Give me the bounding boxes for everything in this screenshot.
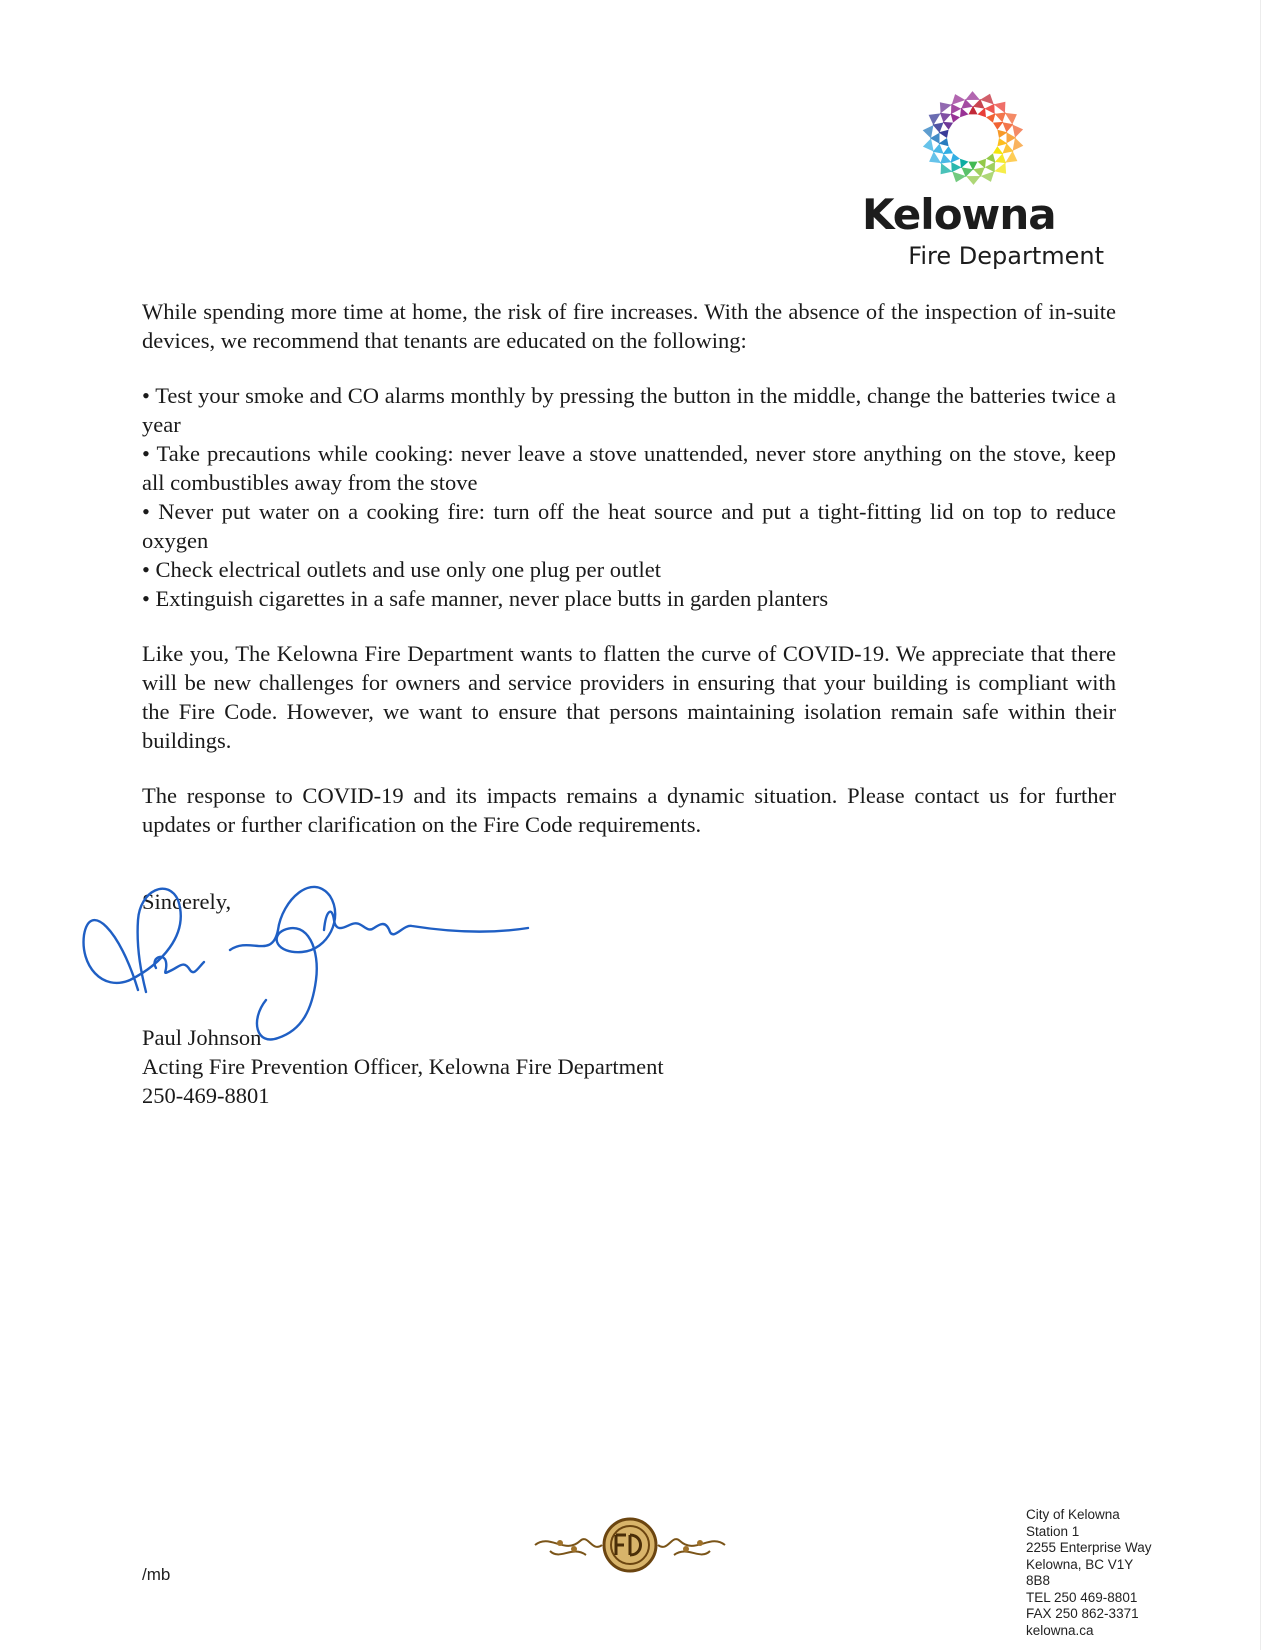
- logo-triangle: [940, 154, 951, 164]
- logo-triangle: [923, 138, 934, 151]
- logo-triangle: [941, 163, 953, 174]
- kelowna-sun-icon: [920, 88, 1026, 188]
- logo-triangle: [978, 159, 987, 169]
- logo-triangle: [993, 146, 1003, 154]
- logo-triangle: [923, 125, 934, 138]
- logo-triangle: [1013, 138, 1024, 151]
- logo-triangle: [951, 113, 961, 122]
- logo-triangle: [985, 162, 995, 172]
- footer-address: [1026, 1507, 1152, 1639]
- logo-triangle: [952, 94, 966, 105]
- list-item: • Check electrical outlets and use only one plug per outlet: [142, 557, 661, 582]
- list-item: • Never put water on a cooking fire: turn off the heat source and put a tight-fitting lid on top to reduce oxygen: [142, 499, 1116, 553]
- signer-name: Paul Johnson: [142, 1025, 262, 1050]
- kfd-crest-icon: [530, 1515, 730, 1575]
- list-item: • Extinguish cigarettes in a safe manner, never place butts in garden planters: [142, 586, 829, 611]
- address-line: Kelowna, BC V1Y: [1026, 1556, 1134, 1572]
- logo-triangle: [1005, 113, 1017, 125]
- logo-triangle: [980, 94, 994, 105]
- signer-title: Acting Fire Prevention Officer, Kelowna Fire Department: [142, 1054, 664, 1079]
- address-line: 2255 Enterprise Way: [1026, 1540, 1152, 1555]
- address-line: FAX 250 862-3371: [1026, 1606, 1139, 1621]
- logo-triangle: [985, 104, 995, 114]
- logo-triangle: [986, 153, 996, 162]
- logo-triangle: [966, 176, 981, 185]
- signature-block: [142, 1023, 664, 1110]
- logo-triangle: [951, 104, 961, 114]
- signer-phone: 250-469-8801: [142, 1083, 270, 1108]
- contact-paragraph: The response to COVID-19 and its impacts remains a dynamic situation. Please contact us for further updates or further clarification on the Fire Code requirements.: [142, 783, 1116, 837]
- page-edge-line: [1260, 0, 1261, 1650]
- logo-triangle: [994, 163, 1006, 174]
- logo-triangle: [993, 122, 1003, 130]
- address-line: Station 1: [1026, 1523, 1080, 1539]
- closing-salutation: Sincerely,: [142, 889, 232, 914]
- address-line: kelowna.ca: [1026, 1622, 1094, 1638]
- logo-triangle: [943, 122, 953, 130]
- list-item: • Test your smoke and CO alarms monthly by pressing the button in the middle, change the batteries twice a year: [142, 383, 1116, 437]
- intro-paragraph: While spending more time at home, the risk of fire increases. With the absence of the inspection of in-suite devices, we recommend that tenants are educated on the following:: [142, 299, 1116, 353]
- logo-subtitle: Fire Department: [908, 242, 1104, 270]
- address-line: City of Kelowna: [1026, 1507, 1120, 1522]
- logo-triangle: [929, 152, 941, 164]
- logo-triangle: [943, 146, 953, 154]
- logo-triangle: [951, 153, 961, 162]
- reference-initials: /mb: [142, 1565, 171, 1584]
- logo-triangle: [933, 144, 944, 154]
- logo-triangle: [960, 159, 969, 169]
- letter-body: [142, 297, 1116, 865]
- logo-triangle: [929, 113, 941, 125]
- logo-triangle: [1012, 125, 1023, 138]
- logo-triangle: [952, 172, 966, 183]
- safety-tips-list: [142, 381, 1116, 613]
- logo-triangle: [995, 112, 1006, 122]
- logo-triangle: [986, 113, 996, 122]
- address-line: 8B8: [1026, 1573, 1051, 1588]
- logo-name: Kelowna: [862, 190, 1056, 239]
- covid-paragraph: Like you, The Kelowna Fire Department wants to flatten the curve of COVID-19. We appreciate that there will be new challenges for owners and service providers in ensuring that your building is compliant with the Fire Code. However, we want to ensure that persons maintaining isolation remain safe within their buildings.: [142, 641, 1116, 753]
- logo-triangle: [1002, 122, 1013, 132]
- logo-triangle: [940, 113, 951, 123]
- logo-triangle: [994, 102, 1006, 113]
- logo-triangle: [940, 102, 952, 113]
- logo-triangle: [1005, 151, 1017, 163]
- kelowna-fire-logo: [862, 88, 1102, 268]
- logo-triangle: [951, 162, 961, 172]
- logo-triangle: [960, 108, 969, 118]
- logo-triangle: [1003, 143, 1014, 153]
- logo-triangle: [978, 108, 987, 118]
- address-line: TEL 250 469-8801: [1026, 1589, 1138, 1605]
- list-item: • Take precautions while cooking: never leave a stove unattended, never store anything on the stove, keep all combustibles away from the stove: [142, 441, 1116, 495]
- logo-triangle: [933, 123, 944, 133]
- logo-triangle: [965, 91, 980, 100]
- logo-triangle: [995, 154, 1006, 164]
- logo-triangle: [981, 171, 995, 182]
